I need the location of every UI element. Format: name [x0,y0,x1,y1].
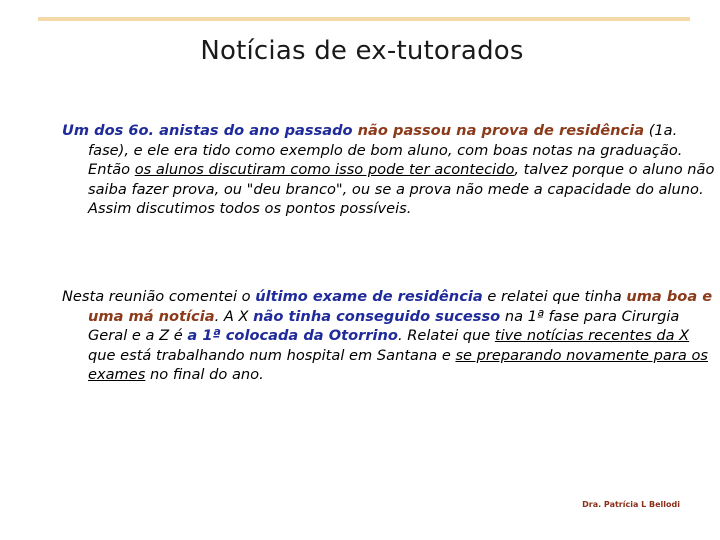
p1-discussion-underline: os alunos discutiram como isso pode ter acontecido [134,161,515,178]
p1-intro: Um dos 6o. anistas do ano passado [62,122,358,139]
p2-good-bad-news: uma boa e uma má notícia [88,288,713,325]
p2-text: . Relatei que [397,327,495,344]
p2-text: que está trabalhando num hospital em Santana e [88,346,456,364]
p2-recent-news-underline: tive notícias recentes da X [494,327,690,344]
p2-preparing-underline: se preparando novamente para os exames [88,346,708,383]
footer-author: Dra. Patrícia L Bellodi [582,500,680,509]
paragraph-meeting-news [62,287,718,385]
p2-text: e relatei que tinha [482,288,627,305]
p2-text: . A X [214,307,254,325]
p1-text-end: , talvez porque o aluno não saiba fazer prova, ou "deu branco", ou se a prova não mede a capacidade do aluno. Assim discutimos todos os pontos possíveis. [88,161,715,217]
p2-last-exam: último exame de residência [255,288,483,305]
page-title: Notícias de ex-tutorados [200,36,524,66]
p2-text: na 1ª fase para Cirurgia Geral e a Z é [88,307,680,344]
p2-no-success: não tinha conseguido sucesso [253,307,501,325]
p1-failure-highlight: não passou na prova de residência [357,122,645,139]
p1-text: (1a. fase), e ele era tido como exemplo de bom aluno, com boas notas na graduação. Então [88,122,683,178]
p2-text-end: no final do ano. [145,366,264,383]
p2-text: Nesta reunião comentei o [62,288,256,305]
p2-first-place: a 1ª colocada da Otorrino [187,327,398,344]
paragraph-exam-failure [62,121,718,219]
top-divider [38,17,690,21]
